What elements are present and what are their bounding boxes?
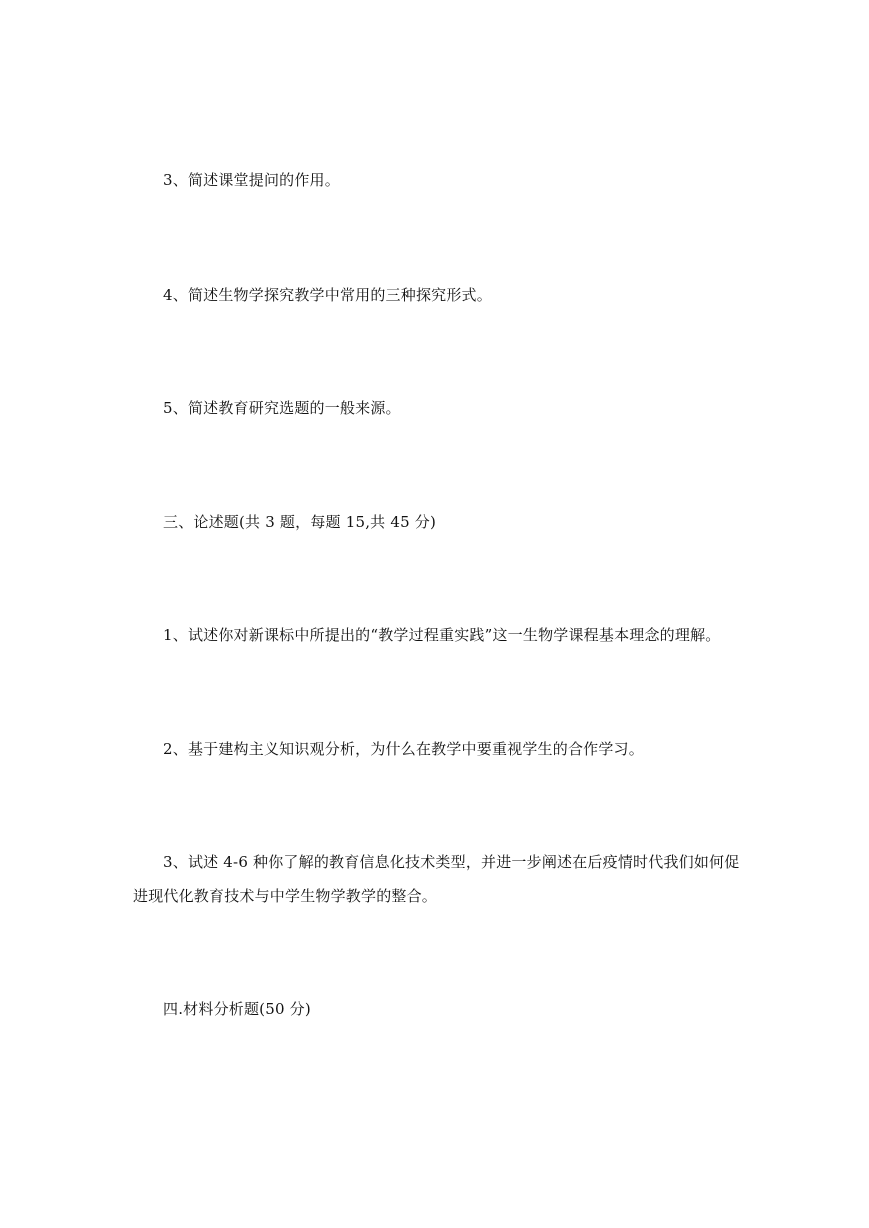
essay-question-3-line-1: 3、试述 4-6 种你了解的教育信息化技术类型，并进一步阐述在后疫情时代我们如何促 — [163, 853, 740, 871]
essay-question-2: 2、基于建构主义知识观分析，为什么在教学中要重视学生的合作学习。 — [163, 740, 644, 758]
essay-question-3-line-2: 进现代化教育技术与中学生物学教学的整合。 — [133, 887, 438, 905]
section-four-heading: 四.材料分析题(50 分) — [163, 1000, 311, 1018]
essay-question-1: 1、试述你对新课标中所提出的“教学过程重实践”这一生物学课程基本理念的理解。 — [163, 626, 721, 644]
question-short-answer-4: 4、简述生物学探究教学中常用的三种探究形式。 — [163, 286, 492, 304]
section-three-heading: 三、论述题(共 3 题，每题 15,共 45 分) — [163, 513, 437, 531]
question-short-answer-5: 5、简述教育研究选题的一般来源。 — [163, 399, 401, 417]
question-short-answer-3: 3、简述课堂提问的作用。 — [163, 171, 340, 189]
